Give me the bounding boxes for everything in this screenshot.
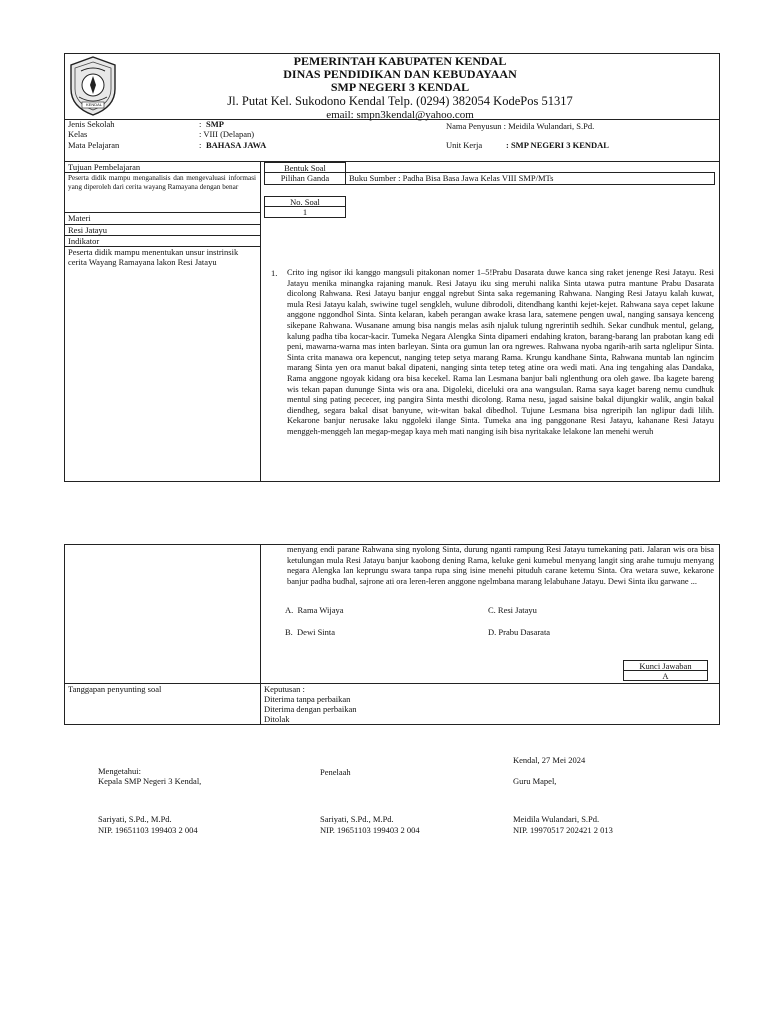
option-b-text: Dewi Sinta bbox=[297, 627, 336, 637]
tujuan-title: Tujuan Pembelajaran bbox=[68, 162, 141, 172]
kepala-title: Kepala SMP Negeri 3 Kendal, bbox=[98, 776, 202, 786]
header-dinas: DINAS PENDIDIKAN DAN KEBUDAYAAN bbox=[283, 67, 517, 81]
review-divider bbox=[64, 683, 720, 684]
materi-text: Resi Jatayu bbox=[68, 225, 107, 235]
option-d-text: Prabu Dasarata bbox=[498, 627, 551, 637]
indikator-text: Peserta didik mampu menentukan unsur instrinsik cerita Wayang Ramayana lakon Resi Jatayu bbox=[68, 247, 239, 267]
label-kelas: Kelas bbox=[68, 129, 88, 139]
option-c-text: Resi Jatayu bbox=[497, 605, 537, 615]
mengetahui-label: Mengetahui: bbox=[98, 766, 141, 776]
tujuan-underline bbox=[64, 172, 260, 173]
option-b-letter: B. bbox=[285, 627, 293, 637]
bentuk-soal-value: Pilihan Ganda bbox=[264, 172, 346, 185]
value-unit-kerja bbox=[506, 140, 609, 150]
keputusan-option-3[interactable]: Ditolak bbox=[264, 714, 290, 724]
tanggapan-label: Tanggapan penyunting soal bbox=[68, 684, 162, 694]
colon-jenis: : bbox=[199, 119, 202, 129]
email-link[interactable]: smpn3kendal@yahoo.com bbox=[356, 109, 474, 121]
keputusan-label: Keputusan : bbox=[264, 684, 305, 694]
header-address: Jl. Putat Kel. Sukodono Kendal Telp. (0294) 382054 KodePos 51317 bbox=[227, 94, 573, 108]
label-mapel: Mata Pelajaran bbox=[68, 140, 120, 150]
info-divider bbox=[64, 161, 720, 162]
tujuan-divider bbox=[64, 212, 260, 213]
signature-date: Kendal, 27 Mei 2024 bbox=[513, 755, 586, 765]
kepala-nip: NIP. 19651103 199403 2 004 bbox=[98, 825, 198, 835]
column-divider bbox=[260, 161, 261, 482]
mapel-value-text: BAHASA JAWA bbox=[206, 140, 267, 150]
buku-sumber-text: Buku Sumber : Padha Bisa Basa Jawa Kelas VIII SMP/MTs bbox=[349, 173, 554, 183]
guru-title: Guru Mapel, bbox=[513, 776, 557, 786]
no-soal-value: 1 bbox=[264, 206, 346, 218]
no-soal-label: No. Soal bbox=[264, 196, 346, 207]
label-jenis-sekolah: Jenis Sekolah bbox=[68, 119, 115, 129]
kendal-logo bbox=[67, 55, 119, 117]
penelaah-title: Penelaah bbox=[320, 767, 351, 777]
keputusan-option-2[interactable]: Diterima dengan perbaikan bbox=[264, 704, 357, 714]
header-divider bbox=[64, 119, 720, 120]
kop-header bbox=[120, 55, 680, 121]
materi-title: Materi bbox=[68, 213, 91, 223]
unit-value-text: : SMP NEGERI 3 KENDAL bbox=[506, 140, 609, 150]
penelaah-name: Sariyati, S.Pd., M.Pd. bbox=[320, 814, 394, 824]
bentuk-soal-label: Bentuk Soal bbox=[264, 162, 346, 173]
value-mapel bbox=[206, 140, 266, 150]
kepala-name: Sariyati, S.Pd., M.Pd. bbox=[98, 814, 172, 824]
value-kelas: : VIII (Delapan) bbox=[199, 129, 255, 139]
option-d-letter: D. bbox=[488, 627, 497, 637]
keputusan-option-1[interactable]: Diterima tanpa perbaikan bbox=[264, 694, 351, 704]
logo-label: KENDAL bbox=[85, 102, 102, 107]
option-a-text: Rama Wijaya bbox=[297, 605, 344, 615]
kunci-jawaban-value: A bbox=[623, 670, 708, 681]
header-email-line bbox=[120, 109, 680, 122]
label-unit-kerja: Unit Kerja bbox=[446, 140, 483, 150]
header-pemerintah: PEMERINTAH KABUPATEN KENDAL bbox=[293, 54, 507, 68]
guru-name: Meidila Wulandari, S.Pd. bbox=[513, 814, 600, 824]
question-text-part1: Crito ing ngisor iki kanggo mangsuli pitakonan nomer 1–5!Prabu Dasarata duwe kanca sing raket jenenge Resi Jatayu. Resi Jatayu menika minangka rajaning manuk. Resi Jatayu iku sing meruhi nalika Sinta utawa putra mantune Prabu Dasarata dicolong Rahwana. Resi Jatayu banjur enggal ngrebut Sinta saka regemaning Rahwana. Nanging Resi Jatayu kalah kuwat, mula Resi Jatayu kalah, swiwine tugel sengkleh, wulune dibrodoli, ditendhang kanthi kejet-kejet. Rahwana saya cepet lakune anggone nggondhol Sinta. Sinta kelaran, kabeh perangan awake krasa lara, satemene pengen uwal, nanging sansaya kenceng sikepane Rahwana. Wusanane amung bisa nangis melas asih njaluk tulung ngrerintih sedhih. Sekar cundhuk mentul, gelang, kalung padha tiba kocar-kacir. Tumeka Negara Alengka Sinta dipameri endahing kraton, barang-barang lan prabotan kang edi peni, mawarna-warna mas inten barleyan. Sinta ora gumun lan ora ngrewes. Rahwana nyoba ngarih-arih sarta nglelipur Sinta. Sinta crita manawa ora kepencut, nanging tetep setya marang Rama. Krungu kandhane Sinta, Rahwana muntab lan ngincim marang Sinta yen ora manut bakal dipateni, nanging sinta tetep teteg atine ora wedi mati. Ana ing tengahing alas Dandaka, Rama anggone ngoyak kidang ora bisa kecekel. Rama lan Lesmana banjur bali nglenthung ora oleh gawe. Iba kagete bareng wis tekan papan dununge Sinta wis ora ana. Digoleki, diceluki ora ana wangsulan. Rama saya kaget bareng nemu cundhuk mentul sing pating pececer, ing pangira Sinta mesthi dicolong. Rama nesu, jagad saisine bakal dijungkir walik, angin bakal diendheg, segara bakal disat banyune, wit-witan bakal dibedhol. Tujune Lesmana bisa ngreripih lan nglipur dadi lilih. Kekarone banjur nerusake laku nggoleki ilange Sinta. Tumeka ana ing panggonane Resi Jatayu, kahanane Resi Jatayu menggeh-menggeh lan megap-megap kaya meh mati nanging isih bisa nyritakake lelakone lan menehi weruh bbox=[287, 268, 714, 436]
option-b[interactable] bbox=[285, 627, 335, 637]
option-a[interactable] bbox=[285, 605, 344, 615]
option-c-letter: C. bbox=[488, 605, 496, 615]
indikator-title: Indikator bbox=[68, 236, 100, 246]
continuation-column-divider bbox=[260, 544, 261, 725]
option-a-letter: A. bbox=[285, 605, 294, 615]
option-d[interactable] bbox=[488, 627, 550, 637]
jenis-value-text: SMP bbox=[206, 119, 224, 129]
question-text-part2: menyang endi parane Rahwana sing nyolong Sinta, durung nganti rampung Resi Jatayu tumekaning pati. Jalaran wis ora bisa ketulungan mula Resi Jatayu banjur kaobong dening Rama, keluke geni kumebul menyang langit sing arahe tumuju menyang negara Alengka lan keprungu swara tanpa rupa sing isine menehi pituduh carane ketemu Sinta. Ora wetara suwe, kekarone banjur padha budhal, sajrone ati ora leren-leren anggone ngelmbana marang lelabuhane Jatayu. Dewi Sinta iku garwane ... bbox=[287, 545, 714, 586]
option-c[interactable] bbox=[488, 605, 537, 615]
header-sekolah: SMP NEGERI 3 KENDAL bbox=[330, 80, 470, 94]
nama-penyusun: Nama Penyusun : Meidila Wulandari, S.Pd. bbox=[446, 121, 595, 131]
email-label: email: bbox=[326, 109, 357, 121]
penelaah-nip: NIP. 19651103 199403 2 004 bbox=[320, 825, 420, 835]
guru-nip: NIP. 19970517 202421 2 013 bbox=[513, 825, 613, 835]
value-jenis-sekolah bbox=[206, 119, 224, 129]
tujuan-text: Peserta didik mampu menganalisis dan mengevaluasi informasi yang diperoleh dari cerita wayang Ramayana dengan benar bbox=[68, 174, 256, 191]
question-number: 1. bbox=[271, 268, 278, 278]
kunci-jawaban-label: Kunci Jawaban bbox=[623, 660, 708, 671]
colon-mapel: : bbox=[199, 140, 202, 150]
